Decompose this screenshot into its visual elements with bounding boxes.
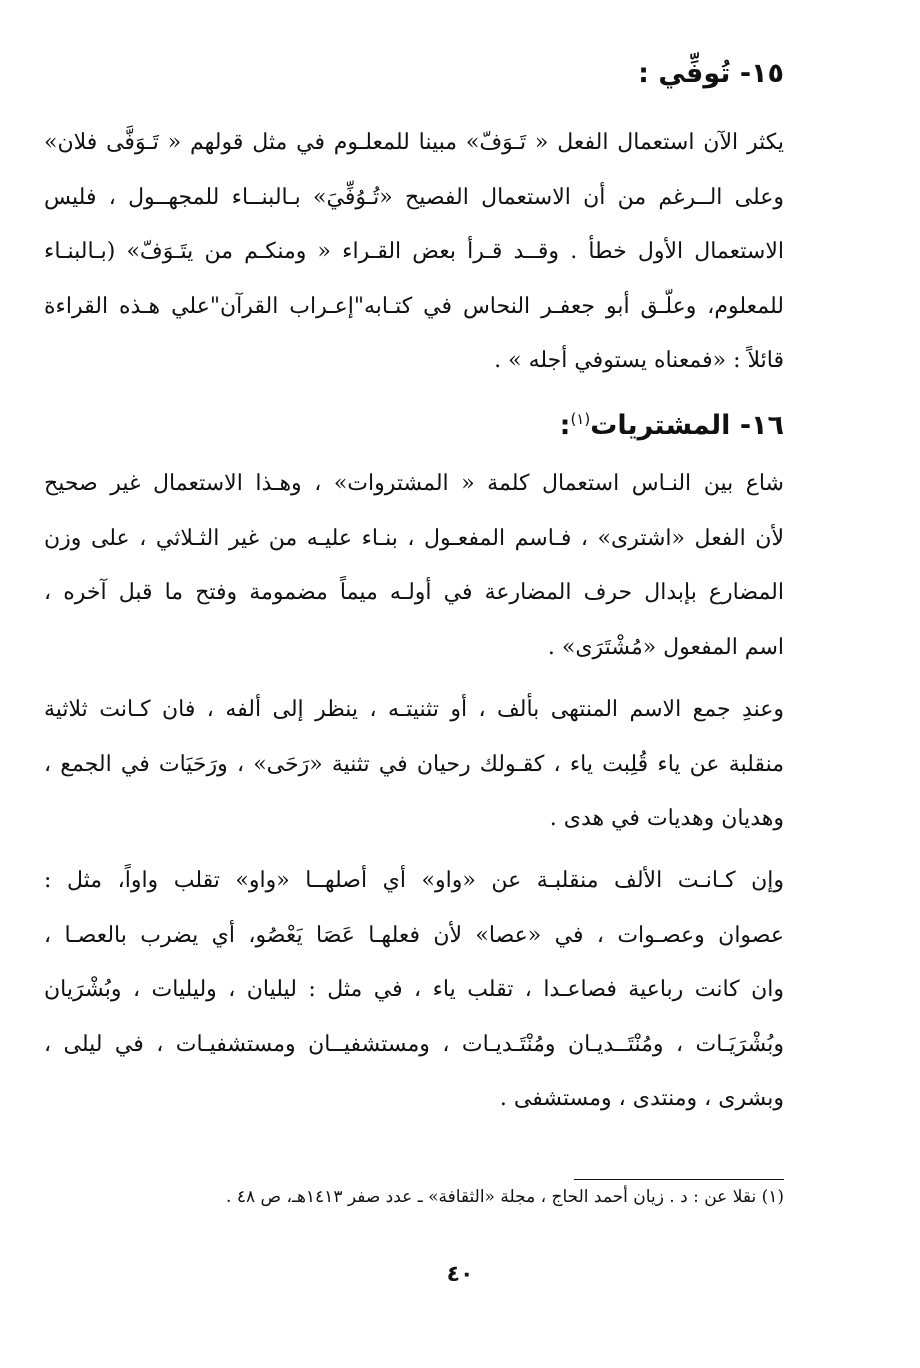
paragraph-line: قائلاً : «فمعناه يستوفي أجله » .: [494, 348, 784, 373]
paragraph-line: المضارع بإبدال حرف المضارعة في أولـه ميماً مضمومة وفتح ما قبل آخره ،: [44, 580, 784, 605]
paragraph-line: وإن كـانـت الألف منقلبـة عن «واو» أي أصلهــا «واو» تقلب واواً، مثل :: [44, 868, 784, 893]
paragraph-line: وبُشْرَيَـات ، ومُنْتَــديـان ومُنْتَـديـات ، ومستشفيــان ومستشفيـات ، في ليلى ،: [44, 1031, 784, 1057]
section-15-paragraph: [44, 116, 784, 389]
section-16-heading-text: ١٦- المشتريات: [590, 410, 784, 441]
section-15-heading-text: ١٥- تُوفِّي :: [638, 58, 784, 89]
section-16-paragraph-1: [44, 457, 784, 675]
paragraph-line: شاع بين النـاس استعمال كلمة « المشتروات» ، وهـذا الاستعمال غير صحيح: [44, 471, 784, 496]
section-15-heading: [44, 54, 784, 94]
section-16-paragraph-3: [44, 854, 784, 1127]
paragraph-line: وهديان وهديات في هدى .: [549, 806, 784, 831]
paragraph-line: عصوان وعصـوات ، في «عصا» لأن فعلهـا عَصَا يَعْصُو، أي يضرب بالعصـا ،: [44, 922, 784, 948]
footnote-reference: (١): [570, 410, 591, 428]
paragraph-line: منقلبة عن ياء قُلِبت ياء ، كقـولك رحيان في تثنية «رَحَى» ، ورَحَيَات في الجمع ،: [44, 751, 784, 777]
paragraph-line: وعلى الــرغم من أن الاستعمال الفصيح «تُـوُفِّيَ» بـالبنــاء للمجهــول ، فليس: [44, 184, 784, 210]
footnote: (١) نقلا عن : د . زيان أحمد الحاج ، مجلة «الثقافة» ـ عدد صفر ١٤١٣هـ، ص ٤٨ .: [226, 1187, 784, 1207]
paragraph-line: لأن الفعل «اشترى» ، فـاسم المفعـول ، بنـاء عليـه من غير الثـلاثي ، على وزن: [44, 525, 784, 551]
paragraph-line: للمعلوم، وعلّـق أبو جعفـر النحاس في كتـابه"إعـراب القرآن"علي هـذه القراءة: [44, 293, 784, 319]
page-number: ٤٠: [446, 1262, 474, 1287]
section-16-heading: [44, 399, 784, 446]
paragraph-line: يكثر الآن استعمال الفعل « تَـوَفّ» مبينا للمعلـوم في مثل قولهم « تَـوَفَّى فلان»: [44, 130, 784, 155]
paragraph-line: اسم المفعول «مُشْتَرَى» .: [547, 634, 784, 660]
section-16-paragraph-2: [44, 683, 784, 847]
paragraph-line: الاستعمال الأول خطأ . وقــد قـرأ بعض القـراء « ومنكـم من يتَـوَفّ» (بـالبنـاء: [44, 239, 784, 264]
paragraph-line: وبشرى ، ومنتدى ، ومستشفى .: [499, 1086, 784, 1111]
paragraph-line: وعندِ جمع الاسم المنتهى بألف ، أو تثنيتـه ، ينظر إلى ألفه ، فان كـانت ثلاثية: [44, 697, 784, 722]
footnote-separator: [574, 1179, 784, 1180]
heading-colon: :: [559, 410, 571, 441]
paragraph-line: وان كانت رباعية فصاعـدا ، تقلب ياء ، في مثل : ليليان ، وليليات ، وبُشْرَيان: [44, 977, 784, 1002]
